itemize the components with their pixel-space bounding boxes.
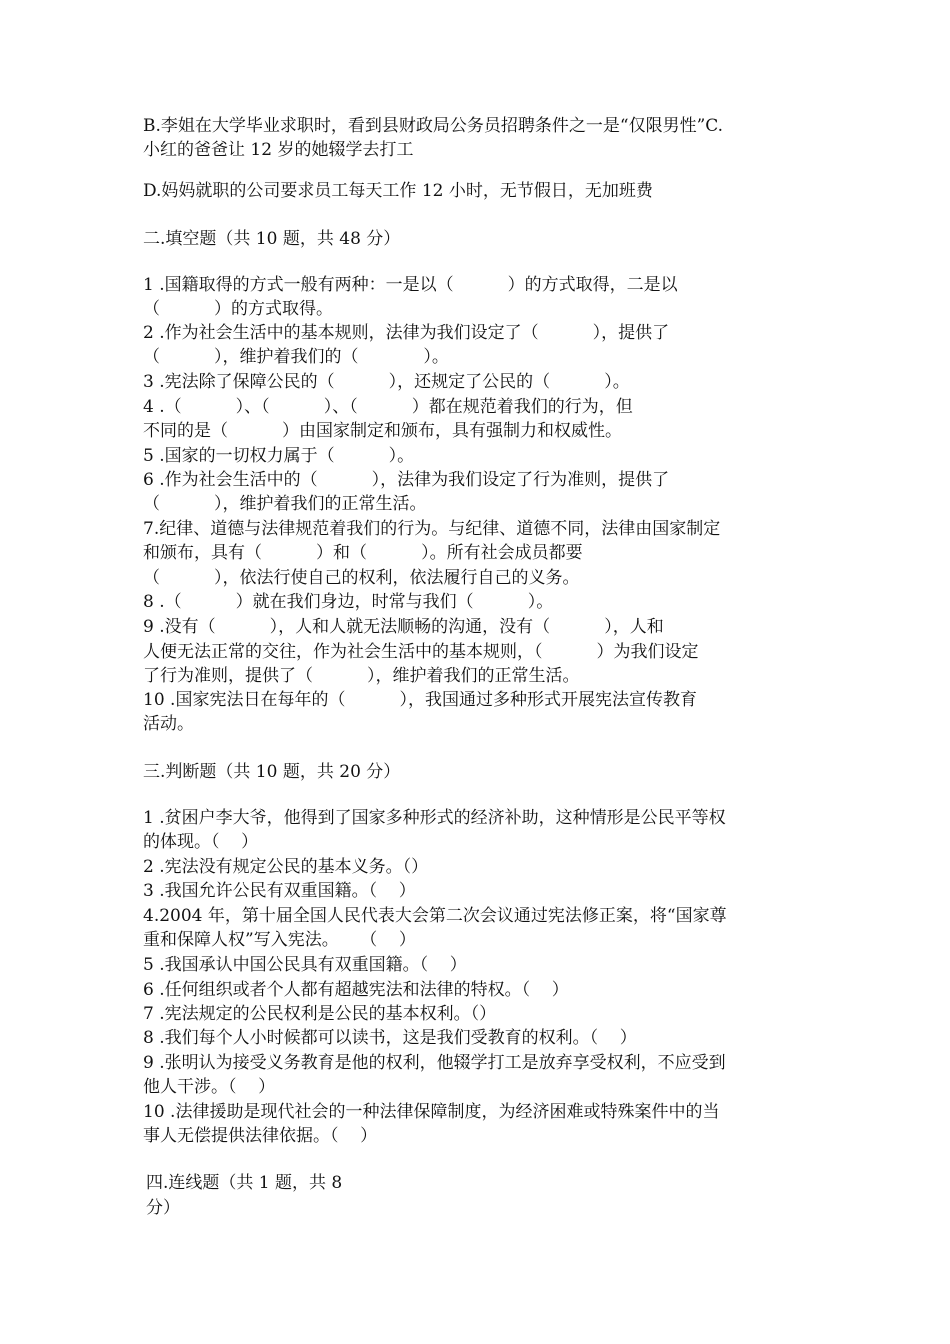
fill-line: 1 .国籍取得的方式一般有两种：一是以（ ）的方式取得，二是以 — [143, 275, 678, 295]
fill-line: （ ）的方式取得。 — [143, 299, 334, 319]
fill-line: 和颁布，具有（ ）和（ ）。所有社会成员都要 — [143, 543, 583, 563]
judge-line: 4.2004 年，第十届全国人民代表大会第二次会议通过宪法修正案，将“国家尊 — [143, 906, 727, 926]
fill-line: 2 .作为社会生活中的基本规则，法律为我们设定了（ ），提供了 — [143, 323, 670, 343]
fill-line: 10 .国家宪法日在每年的（ ），我国通过多种形式开展宪法宣传教育 — [143, 690, 697, 710]
fill-line: 7.纪律、道德与法律规范着我们的行为。与纪律、道德不同，法律由国家制定 — [143, 519, 721, 539]
fill-line: 了行为准则，提供了（ ），维护着我们的正常生活。 — [143, 666, 580, 686]
judge-line: 8 .我们每个人小时候都可以读书，这是我们受教育的权利。（ ） — [143, 1028, 637, 1048]
judge-line: 他人干涉。（ ） — [143, 1077, 276, 1097]
fill-line: 6 .作为社会生活中的（ ），法律为我们设定了行为准则，提供了 — [143, 470, 670, 490]
option-d-line: D.妈妈就职的公司要求员工每天工作 12 小时，无节假日，无加班费 — [143, 181, 653, 201]
judge-line: 事人无偿提供法律依据。（ ） — [143, 1126, 378, 1146]
judge-line: 9 .张明认为接受义务教育是他的权利，他辍学打工是放弃享受权利，不应受到 — [143, 1053, 726, 1073]
judge-line: 1 .贫困户李大爷，他得到了国家多种形式的经济补助，这种情形是公民平等权 — [143, 808, 726, 828]
judge-line: 6 .任何组织或者个人都有超越宪法和法律的特权。（ ） — [143, 980, 569, 1000]
fill-line: 不同的是（ ）由国家制定和颁布，具有强制力和权威性。 — [143, 421, 623, 441]
judge-line: 的体现。（ ） — [143, 832, 259, 852]
judge-line: 5 .我国承认中国公民具有双重国籍。（ ） — [143, 955, 467, 975]
fill-line: （ ），依法行使自己的权利，依法履行自己的义务。 — [143, 568, 580, 588]
section-3-heading: 三.判断题（共 10 题，共 20 分） — [143, 762, 401, 782]
section-4-heading-line-2: 分） — [146, 1198, 180, 1218]
fill-line: 9 .没有（ ），人和人就无法顺畅的沟通，没有（ ），人和 — [143, 617, 664, 637]
fill-line: 8 .（ ）就在我们身边，时常与我们（ ）。 — [143, 592, 554, 612]
option-b-line-2: 小红的爸爸让 12 岁的她辍学去打工 — [143, 140, 414, 160]
fill-line: （ ），维护着我们的（ ）。 — [143, 347, 449, 367]
judge-line: 3 .我国允许公民有双重国籍。（ ） — [143, 881, 416, 901]
fill-line: 人便无法正常的交往，作为社会生活中的基本规则，（ ）为我们设定 — [143, 642, 699, 662]
fill-line: （ ），维护着我们的正常生活。 — [143, 494, 427, 514]
judge-line: 重和保障人权”写入宪法。 （ ） — [143, 930, 416, 950]
judge-line: 10 .法律援助是现代社会的一种法律保障制度，为经济困难或特殊案件中的当 — [143, 1102, 720, 1122]
section-4-heading-line-1: 四.连线题（共 1 题，共 8 — [146, 1173, 343, 1193]
fill-line: 4 .（ ）、（ ）、（ ）都在规范着我们的行为，但 — [143, 397, 633, 417]
fill-line: 活动。 — [143, 714, 194, 734]
judge-line: 7 .宪法规定的公民权利是公民的基本权利。（） — [143, 1004, 497, 1024]
fill-line: 5 .国家的一切权力属于（ ）。 — [143, 446, 415, 466]
fill-line: 3 .宪法除了保障公民的（ ），还规定了公民的（ ）。 — [143, 372, 630, 392]
option-b-line-1: B.李姐在大学毕业求职时，看到县财政局公务员招聘条件之一是“仅限男性”C. — [143, 116, 724, 136]
judge-line: 2 .宪法没有规定公民的基本义务。（） — [143, 857, 429, 877]
section-2-heading: 二.填空题（共 10 题，共 48 分） — [143, 229, 401, 249]
